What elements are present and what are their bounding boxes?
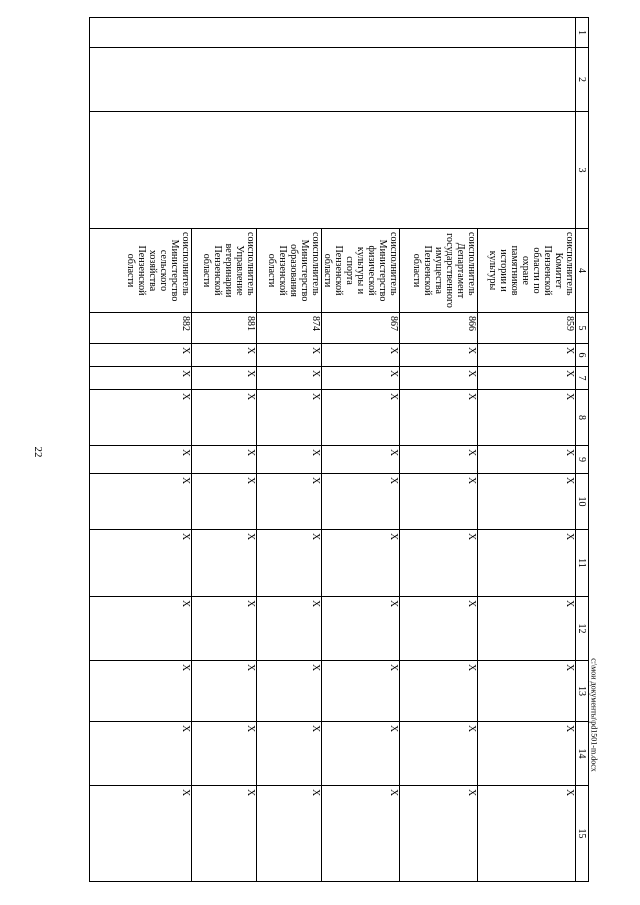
mark-cell: Х — [322, 446, 400, 474]
code-cell: 882 — [90, 313, 192, 344]
header-row — [576, 18, 589, 882]
mark-cell: Х — [478, 722, 576, 786]
mark-cell: Х — [192, 474, 257, 530]
header-cell: 9 — [576, 446, 589, 474]
code-cell: 874 — [257, 313, 322, 344]
mark-cell: Х — [257, 344, 322, 367]
mark-cell: Х — [90, 446, 192, 474]
executor-cell — [90, 229, 192, 313]
executor-name: Министерство физической культуры и спорта Пензенской области — [322, 239, 388, 302]
mark-cell: Х — [90, 661, 192, 722]
executor-name: Департамент государственного имущества Пензенской области — [411, 233, 466, 308]
mark-cell: Х — [322, 597, 400, 661]
mark-cell: Х — [478, 661, 576, 722]
table-row — [257, 18, 322, 882]
mark-cell: Х — [90, 786, 192, 882]
executor-cell — [478, 229, 576, 313]
header-cell: 1 — [576, 18, 589, 48]
empty-cell — [90, 48, 192, 112]
header-cell: 8 — [576, 390, 589, 446]
empty-cell — [322, 18, 400, 48]
empty-cell — [257, 18, 322, 48]
mark-cell: Х — [90, 722, 192, 786]
mark-cell: Х — [322, 390, 400, 446]
header-cell: 6 — [576, 344, 589, 367]
mark-cell: Х — [478, 367, 576, 390]
mark-cell: Х — [257, 722, 322, 786]
mark-cell: Х — [400, 474, 478, 530]
page-number: 22 — [32, 446, 44, 458]
mark-cell: Х — [90, 597, 192, 661]
mark-cell: Х — [257, 367, 322, 390]
table-container — [90, 17, 589, 881]
mark-cell: Х — [257, 661, 322, 722]
executor-cell — [257, 229, 322, 313]
table-row — [90, 18, 192, 882]
mark-cell: Х — [192, 446, 257, 474]
budget-table — [89, 17, 589, 882]
executor-role: соисполнитель — [564, 232, 575, 296]
header-cell: 3 — [576, 112, 589, 229]
empty-cell — [478, 48, 576, 112]
executor-cell — [322, 229, 400, 313]
mark-cell: Х — [192, 722, 257, 786]
mark-cell: Х — [257, 786, 322, 882]
empty-cell — [192, 18, 257, 48]
mark-cell: Х — [322, 786, 400, 882]
mark-cell: Х — [257, 390, 322, 446]
empty-cell — [192, 48, 257, 112]
empty-cell — [192, 112, 257, 229]
executor-name: Управление ветеринарии Пензенской области — [201, 243, 245, 298]
mark-cell: Х — [257, 530, 322, 597]
mark-cell: Х — [90, 390, 192, 446]
mark-cell: Х — [192, 344, 257, 367]
mark-cell: Х — [90, 344, 192, 367]
mark-cell: Х — [192, 367, 257, 390]
mark-cell: Х — [322, 530, 400, 597]
header-cell: 5 — [576, 313, 589, 344]
mark-cell: Х — [400, 661, 478, 722]
mark-cell: Х — [400, 722, 478, 786]
footer-file-path: c:\мои документы\pd1501-m.docx — [589, 658, 599, 772]
empty-cell — [400, 112, 478, 229]
header-cell: 13 — [576, 661, 589, 722]
code-cell: 881 — [192, 313, 257, 344]
mark-cell: Х — [478, 597, 576, 661]
executor-role: соисполнитель — [388, 232, 399, 296]
mark-cell: Х — [90, 474, 192, 530]
mark-cell: Х — [478, 446, 576, 474]
mark-cell: Х — [478, 344, 576, 367]
mark-cell: Х — [478, 530, 576, 597]
empty-cell — [400, 18, 478, 48]
table-row — [322, 18, 400, 882]
mark-cell: Х — [90, 367, 192, 390]
mark-cell: Х — [400, 446, 478, 474]
executor-name: Министерство сельского хозяйства Пензенской области — [125, 239, 180, 302]
empty-cell — [90, 112, 192, 229]
mark-cell: Х — [257, 597, 322, 661]
empty-cell — [90, 18, 192, 48]
code-cell: 859 — [478, 313, 576, 344]
header-cell: 15 — [576, 786, 589, 882]
empty-cell — [478, 18, 576, 48]
executor-name: Министерство образования Пензенской области — [266, 239, 310, 302]
header-cell: 2 — [576, 48, 589, 112]
mark-cell: Х — [478, 474, 576, 530]
mark-cell: Х — [192, 597, 257, 661]
executor-role: соисполнитель — [180, 232, 191, 296]
executor-role: соисполнитель — [245, 232, 256, 296]
mark-cell: Х — [192, 530, 257, 597]
header-cell: 11 — [576, 530, 589, 597]
empty-cell — [322, 112, 400, 229]
executor-cell — [192, 229, 257, 313]
mark-cell: Х — [400, 786, 478, 882]
header-cell: 10 — [576, 474, 589, 530]
header-cell: 12 — [576, 597, 589, 661]
mark-cell: Х — [257, 474, 322, 530]
executor-cell — [400, 229, 478, 313]
mark-cell: Х — [400, 367, 478, 390]
code-cell: 867 — [322, 313, 400, 344]
mark-cell: Х — [400, 597, 478, 661]
header-cell: 14 — [576, 722, 589, 786]
mark-cell: Х — [322, 474, 400, 530]
table-row — [192, 18, 257, 882]
header-cell: 4 — [576, 229, 589, 313]
executor-role: соисполнитель — [310, 232, 321, 296]
executor-name: Комитет Пензенской области по охране памятников истории и культуры — [487, 245, 564, 296]
mark-cell: Х — [192, 390, 257, 446]
empty-cell — [400, 48, 478, 112]
code-cell: 866 — [400, 313, 478, 344]
mark-cell: Х — [192, 786, 257, 882]
empty-cell — [478, 112, 576, 229]
empty-cell — [322, 48, 400, 112]
mark-cell: Х — [90, 530, 192, 597]
mark-cell: Х — [322, 661, 400, 722]
header-cell: 7 — [576, 367, 589, 390]
table-row — [478, 18, 576, 882]
mark-cell: Х — [478, 390, 576, 446]
table-row — [400, 18, 478, 882]
mark-cell: Х — [400, 530, 478, 597]
executor-role: соисполнитель — [466, 232, 477, 296]
mark-cell: Х — [478, 786, 576, 882]
mark-cell: Х — [192, 661, 257, 722]
empty-cell — [257, 48, 322, 112]
empty-cell — [257, 112, 322, 229]
mark-cell: Х — [257, 446, 322, 474]
mark-cell: Х — [322, 367, 400, 390]
mark-cell: Х — [322, 722, 400, 786]
mark-cell: Х — [400, 390, 478, 446]
mark-cell: Х — [322, 344, 400, 367]
mark-cell: Х — [400, 344, 478, 367]
